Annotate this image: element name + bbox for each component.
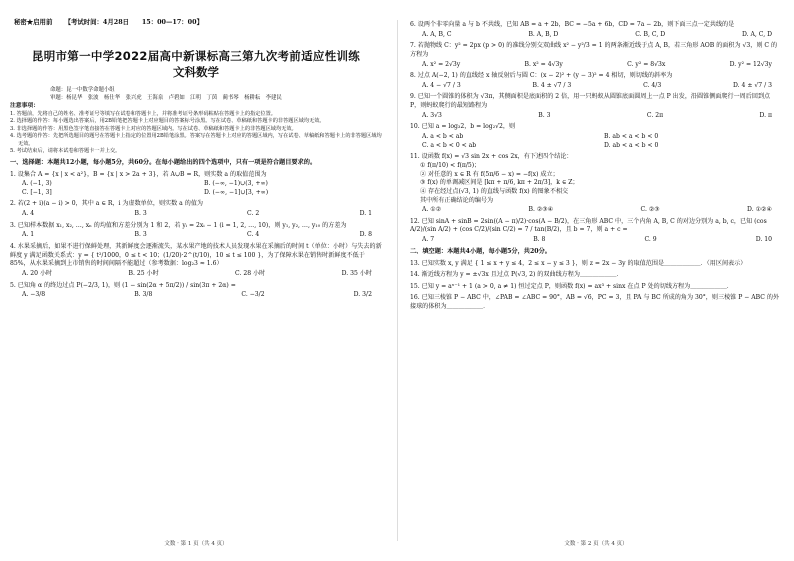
option-row <box>410 31 782 40</box>
right-questions <box>410 21 782 245</box>
question <box>10 243 382 279</box>
option-row <box>410 61 782 70</box>
page-divider <box>397 20 398 541</box>
option: C. ②③ <box>640 206 660 214</box>
option: C. [−1, 3] <box>22 188 52 196</box>
question <box>410 21 782 39</box>
left-questions <box>10 171 382 300</box>
question-stem: 2. 若(2 + i)(a − i) > 0，其中 a ∈ R，i 为虚数单位，则实数 a 的值为 <box>10 200 204 208</box>
option: D. y² = 12√3y <box>729 60 772 68</box>
option: D. ①②④ <box>747 206 772 214</box>
proposer: 命题：昆一中数学命题小组 <box>50 87 115 94</box>
option: D. 3/2 <box>353 291 372 299</box>
question-stem: 4. 水果采摘后，如果不进行保鲜处理，其新鲜度会逐渐流失，某水果产地的技术人员发现水果在采摘后的时间 t（单位：小时）与失去的新鲜度 y 满足函数关系式：y = { t²/1000，0 ≤ t < 10；(1/20)·2^(t/10)，10 ≤ t ≤ 100 }，为了保障水果在销售时新鲜度不低于 85%，从水果采摘到上市销售的时间间隔不能超过（参考数据：log₂3 ≈ 1.6） <box>10 243 382 268</box>
question-stem: 1. 设集合 A = {x | x < a²}，B = {x | x > 2a + 3}，若 A∪B = R，则实数 a 的取值范围为 <box>10 170 267 178</box>
question-stem: 12. 已知 sinA + sinB = 2sin((A − π)/2)·cos(A − B/2)，在三角形 ABC 中，三个内角 A, B, C 的对边分别为 a, b, c，已知 (cos A/2)/(sin A/2) + (cos C/2)/(sin C/2) = 7 / tan(B/2)，且 b = 7，则 a + c = <box>410 217 767 234</box>
statement-item: ③ f(x) 的单调减区间是 [kπ + π/6, kπ + 2π/3]，k ∈ Z； <box>420 179 579 187</box>
option: C. 9 <box>644 236 657 244</box>
question-stem: 6. 设两个非零向量 a 与 b 不共线，已知 AB = a + 2b，BC = −5a + 6b，CD = 7a − 2b，则下面三点一定共线的是 <box>410 21 735 28</box>
option: C. −3/2 <box>241 291 265 299</box>
option: B. 4 ± √7 / 3 <box>532 81 572 89</box>
question <box>10 171 382 198</box>
option: B. 8 <box>533 236 546 244</box>
option: B. (−∞, −1)∪(3, +∞) <box>204 180 268 188</box>
option-row <box>10 270 382 279</box>
question-stem: 7. 若抛物线 C：y² = 2px (p > 0) 的准线分别交双曲线 x² − y²/3 = 1 的两条渐近线于点 A, B，若三角形 AOB 的面积为 √3，则 C 的方程为 <box>410 42 778 58</box>
question <box>10 222 382 240</box>
option: A. 3√3 <box>422 111 442 119</box>
option: C. 4/3 <box>643 81 662 89</box>
option: A. (−1, 3) <box>22 180 52 188</box>
option: A. A, B, C <box>422 30 452 38</box>
option: D. ab < a < b < 0 <box>604 141 659 149</box>
question <box>10 282 382 300</box>
notice-item: 1. 答题前，先将自己的姓名、准考证号等填写在试卷和答题卡上，并将准考证号条形码粘贴在答题卡上的指定位置。 <box>10 110 276 117</box>
option: B. A, B, D <box>528 30 559 38</box>
question <box>410 93 782 120</box>
exam-header <box>14 18 382 27</box>
paper-title: 昆明市第一中学2022届高中新课标高三第九次考前适应性训练 <box>31 49 361 64</box>
option-row <box>10 180 382 197</box>
secret-label: 秘密★启用前 <box>14 18 53 26</box>
question <box>410 218 782 245</box>
fill-question: 13. 已知实数 x, y 满足 { 1 ≤ x + y ≤ 4，2 ≤ x − y ≤ 3 }，则 z = 2x − 3y 的取值范围是＿＿＿＿＿＿．（用区间表示） <box>410 259 747 267</box>
option: D. A, C, D <box>741 30 772 38</box>
option: C. y² = 8√3x <box>627 60 666 68</box>
question <box>410 123 782 150</box>
page-footer-right: 文数 · 第 2 页（共 4 页） <box>564 541 628 547</box>
option: C. 2 <box>247 210 260 218</box>
option: B. ②③④ <box>528 206 554 214</box>
option: D. π <box>759 111 772 119</box>
notice-list <box>10 111 382 156</box>
notice-item: 5. 考试结束后，请将本试卷和答题卡一并上交。 <box>10 148 121 155</box>
option: D. 4 ± √7 / 3 <box>733 81 772 89</box>
notice-item: 3. 非选择题的作答：用黑色签字笔直接答在答题卡上对应的答题区域内。写在试卷、草稿纸和答题卡上的非答题区域均无效。 <box>10 125 297 132</box>
question-stem: 10. 已知 a = log₃2，b = log₂√2，则 <box>410 123 516 131</box>
question-stem: 9. 已知一个圆锥的体积为 √3π，其侧面积是底面积的 2 倍，用一只蚂蚁从圆锥底面圆周上一点 P 出发，沿圆锥侧面爬行一周后回到点 P，则蚂蚁爬行的最短路程为 <box>410 93 771 110</box>
question <box>410 72 782 90</box>
question-stem: 5. 已知角 α 的终边过点 P(−2/3, 1)，则 (1 − sin(2α + 5π/2)) / sin(3π + 2α) = <box>10 281 236 289</box>
option: A. −3/8 <box>22 291 46 299</box>
page-right <box>410 18 782 539</box>
option: A. a < b < ab <box>422 133 464 141</box>
option: C. a < b < 0 < ab <box>422 141 477 149</box>
fill-question: 14. 渐近线方程为 y = ±√3x 且过点 P(√3, 2) 的双曲线方程为＿＿＿＿＿＿． <box>410 271 623 279</box>
option: D. 1 <box>359 210 372 218</box>
option-row <box>410 236 782 245</box>
question-stem: 8. 过点 A(−2, 1) 的直线经 x 轴反射后与圆 C：(x − 2)² + (y − 3)² = 4 相切，则切线的斜率为 <box>410 72 673 80</box>
reviewers: 审题：杨昆华 张波 杨仕华 张兴虎 王海泉 卢碧如 江明 丁茵 蔺书琴 杨耕耘 李建民 <box>50 95 282 102</box>
statement-item: ② 对任意的 x ∈ R 有 f(5π/6 − x) = −f(x) 成立； <box>420 170 559 178</box>
option-row <box>10 231 382 240</box>
option: C. 2π <box>646 111 664 119</box>
option: A. ①② <box>422 206 442 214</box>
option: A. 7 <box>422 236 435 244</box>
page-left <box>10 18 382 539</box>
option: B. 3/8 <box>134 291 153 299</box>
option: C. 28 小时 <box>235 269 266 277</box>
question-stem: 11. 设函数 f(x) = √3 sin 2x + cos 2x，有下述四个结论： <box>410 153 573 161</box>
option: A. 1 <box>22 231 35 239</box>
statement-item: 其中所有正确结论的编号为 <box>420 196 494 204</box>
question <box>410 153 782 214</box>
option: B. 3 <box>134 210 147 218</box>
option: B. 3 <box>538 111 551 119</box>
option: A. 4 <box>22 210 35 218</box>
option: A. x² = 2√3y <box>422 60 461 68</box>
option: D. 8 <box>359 231 372 239</box>
option: B. x² = 4√3y <box>524 60 563 68</box>
option-row <box>410 133 782 150</box>
option: B. ab < a < b < 0 <box>604 133 659 141</box>
notice-item: 4. 选考题的作答：先把所选题目的题号在答题卡上指定的位置用2B铅笔涂黑。答案写在答题卡上对应的答题区域内，写在试卷、草稿纸和答题卡上的非答题区域均无效。 <box>10 133 382 147</box>
fill-questions <box>410 260 782 312</box>
option-row <box>10 291 382 300</box>
question <box>410 42 782 69</box>
option: A. 20 小时 <box>22 269 53 277</box>
section-choice: 一、选择题：本题共12小题，每小题5分，共60分。在每小题给出的四个选项中，只有一项是符合题目要求的。 <box>10 158 317 166</box>
option: B. 25 小时 <box>128 269 159 277</box>
paper-subtitle: 文科数学 <box>173 64 219 79</box>
question-stem: 3. 已知样本数据 x₁, x₂, …, xₙ 的均值和方差分别为 1 和 2，若 yᵢ = 2xᵢ − 1 (i = 1, 2, …, 10)，则 y₁, y₂, …, y₁₀ 的方差为 <box>10 221 347 229</box>
option-row <box>410 112 782 121</box>
notice-item: 2. 选择题的作答：每小题选出答案后，用2B铅笔把答题卡上对应题目的答案标号涂黑。写在试卷、草稿纸和答题卡的非答题区域均无效。 <box>10 118 325 125</box>
page-footer-left: 文数 · 第 1 页（共 4 页） <box>164 541 228 547</box>
exam-time: 【考试时间：4月28日 15：00—17：00】 <box>64 18 203 26</box>
option-row <box>10 210 382 219</box>
statement-item: ④ 存在经过点(√3, 1) 的直线与函数 f(x) 的图象不相交 <box>420 187 569 195</box>
option: C. B, C, D <box>635 30 666 38</box>
statement-item: ① f(π/10) < f(π/5)； <box>420 161 481 169</box>
fill-question: 16. 已知三棱锥 P − ABC 中，∠PAB = ∠ABC = 90°，AB = √6，PC = 3，且 PA 与 BC 所成的角为 30°，则三棱锥 P − ABC 的外接球的体积为＿＿＿＿＿＿． <box>410 294 780 311</box>
option-row <box>410 82 782 91</box>
option: D. (−∞, −1]∪[3, +∞) <box>204 188 269 196</box>
option: D. 35 小时 <box>341 269 372 277</box>
option: C. 4 <box>247 231 260 239</box>
option-row <box>410 206 782 215</box>
option: A. 4 − √7 / 3 <box>422 81 461 89</box>
fill-question: 15. 已知 y = aˣ⁻¹ + 1 (a > 0, a ≠ 1) 恒过定点 P，则函数 f(x) = ax³ + sinx 在点 P 处的切线方程为＿＿＿＿＿＿． <box>410 282 733 290</box>
section-fill: 二、填空题：本题共4小题，每小题5分，共20分。 <box>410 247 551 255</box>
option: D. 10 <box>755 236 772 244</box>
question <box>10 200 382 218</box>
notice-heading: 注意事项： <box>10 103 39 110</box>
option: B. 3 <box>134 231 147 239</box>
